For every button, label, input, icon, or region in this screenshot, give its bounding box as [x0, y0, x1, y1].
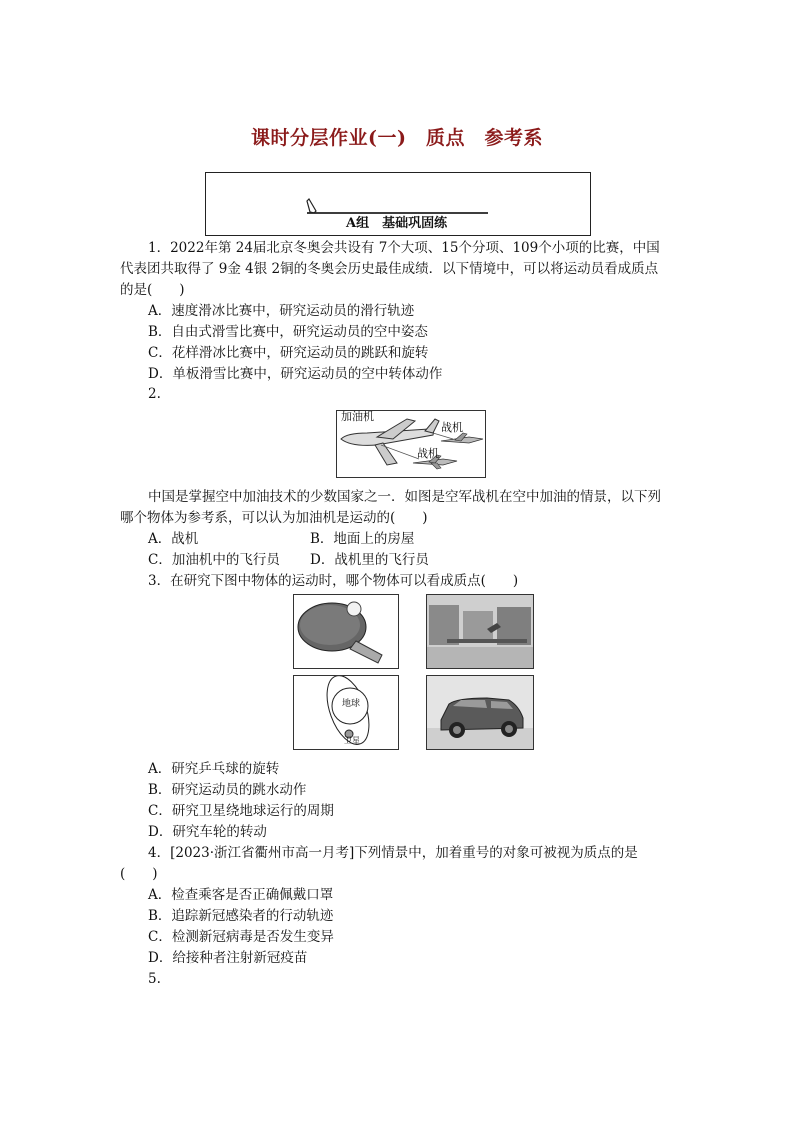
ping-pong-paddle-image — [294, 595, 398, 668]
diving-photo — [427, 595, 533, 668]
q4-line1: 4．[2023·浙江省衢州市高一月考]下列情景中，加着重号的对象可被视为质点的是 — [148, 845, 638, 861]
q1-line2: 代表团共取得了 9金 4银 2铜的冬奥会历史最佳成绩．以下情境中，可以将运动员看成质点 — [120, 261, 659, 277]
q3-option-c: C．研究卫星绕地球运行的周期 — [148, 803, 334, 819]
section-header-box — [205, 172, 591, 236]
q4-option-c: C．检测新冠病毒是否发生变异 — [148, 929, 334, 945]
q4-option-a: A．检查乘客是否正确佩戴口罩 — [148, 887, 334, 903]
label-tanker: 加油机 — [341, 410, 374, 423]
q1-option-c: C．花样滑冰比赛中，研究运动员的跳跃和旋转 — [148, 345, 429, 361]
q3-figure-car — [426, 675, 534, 750]
q1-line1: 1．2022年第 24届北京冬奥会共设有 7个大项、15个分项、109个小项的比赛，中国 — [148, 240, 660, 256]
q3-figure-pingpong — [293, 594, 399, 669]
q5-number: 5. — [148, 971, 161, 987]
label-satellite: 卫星 — [344, 736, 360, 745]
label-earth: 地球 — [342, 699, 361, 709]
q3-figure-diving — [426, 594, 534, 669]
q3-option-b: B．研究运动员的跳水动作 — [148, 782, 307, 798]
q2-option-b: B．地面上的房屋 — [310, 531, 415, 547]
q3-option-d: D．研究车轮的转动 — [148, 824, 267, 840]
q2-option-c: C．加油机中的飞行员 — [148, 552, 280, 568]
q1-option-a: A．速度滑冰比赛中，研究运动员的滑行轨迹 — [148, 303, 415, 319]
q4-option-d: D．给接种者注射新冠疫苗 — [148, 950, 308, 966]
label-fighter-bottom: 战机 — [417, 447, 439, 460]
q2-option-d: D．战机里的飞行员 — [310, 552, 429, 568]
q4-line2: ( ) — [120, 866, 158, 882]
car-photo — [427, 676, 533, 749]
section-label: A组 基础巩固练 — [346, 216, 448, 231]
q2-line1: 中国是掌握空中加油技术的少数国家之一．如图是空军战机在空中加油的情景，以下列 — [148, 489, 661, 505]
q3-option-a: A．研究乒乓球的旋转 — [148, 761, 280, 777]
q2-line2: 哪个物体为参考系，可以认为加油机是运动的( ) — [120, 510, 428, 526]
q3-figure-orbit — [293, 675, 399, 750]
q4-option-b: B．追踪新冠感染者的行动轨迹 — [148, 908, 334, 924]
q1-line3: 的是( ) — [120, 282, 185, 298]
q2-number: 2. — [148, 386, 161, 402]
label-fighter-top: 战机 — [441, 421, 463, 434]
q1-option-d: D．单板滑雪比赛中，研究运动员的空中转体动作 — [148, 366, 443, 382]
page-title: 课时分层作业(一) 质点 参考系 — [251, 127, 543, 149]
q3-stem: 3．在研究下图中物体的运动时，哪个物体可以看成质点( ) — [148, 573, 519, 589]
q2-option-a: A．战机 — [148, 531, 199, 547]
q2-figure-refueling — [336, 410, 486, 478]
q1-option-b: B．自由式滑雪比赛中，研究运动员的空中姿态 — [148, 324, 428, 340]
